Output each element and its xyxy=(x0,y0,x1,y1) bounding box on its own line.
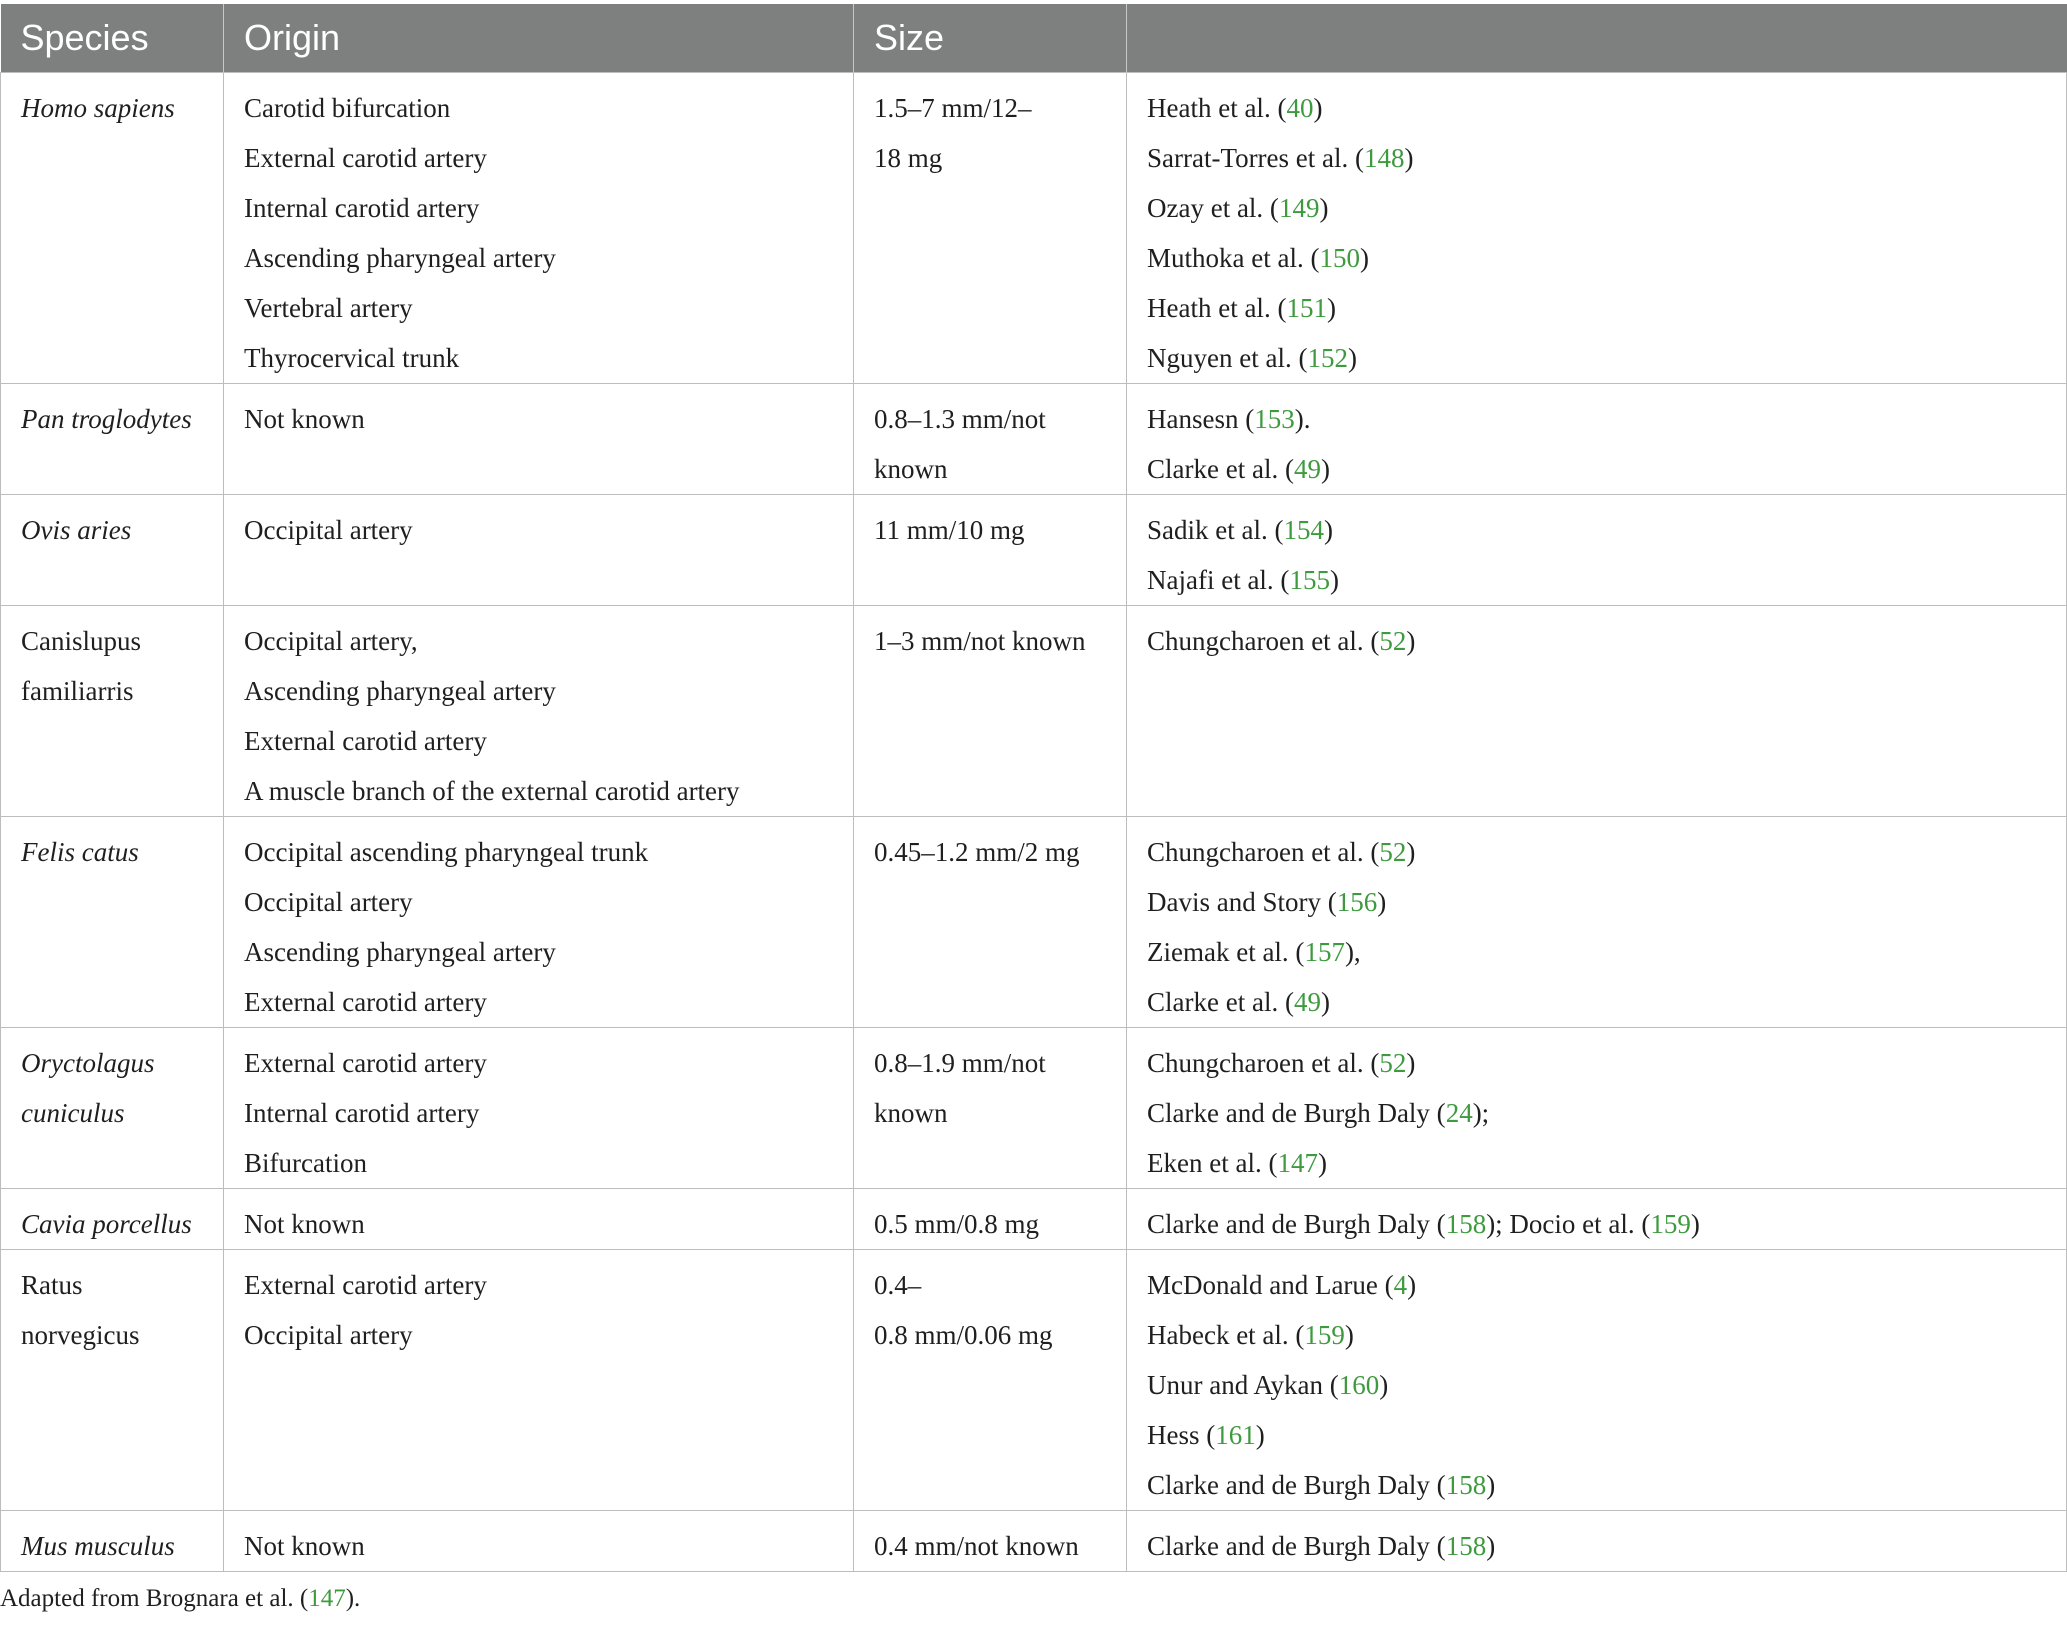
origin-line: Bifurcation xyxy=(244,1147,367,1178)
citation-text: ) xyxy=(1320,986,1330,1017)
citation-text: Sadik et al. ( xyxy=(1147,514,1284,545)
citation-text: ) xyxy=(1326,292,1336,323)
origin-line: Not known xyxy=(244,1208,365,1239)
citation-link[interactable]: 159 xyxy=(1650,1208,1691,1239)
origin-line: Not known xyxy=(244,403,365,434)
reference-line xyxy=(1147,1310,2046,1360)
rows.6.origin-cell xyxy=(224,1188,854,1249)
citation-link[interactable]: 149 xyxy=(1278,192,1320,223)
rows.4.species-cell xyxy=(1,816,224,1027)
rows.3.species-cell xyxy=(1,605,224,816)
citation-text: Heath et al. ( xyxy=(1147,292,1287,323)
citation-text: Nguyen et al. ( xyxy=(1147,342,1308,373)
size-line: 0.8–1.3 mm/not xyxy=(874,403,1046,434)
origin-line: Internal carotid artery xyxy=(244,192,480,223)
reference-line xyxy=(1147,505,2046,555)
references-cell xyxy=(1127,72,2067,383)
citation-text: ) xyxy=(1347,342,1357,373)
references-cell xyxy=(1127,816,2067,1027)
rows.0.species-cell xyxy=(1,72,224,383)
citation-text: ) xyxy=(1329,564,1339,595)
species-name: Felis catus xyxy=(21,836,139,867)
rows.0.size-cell xyxy=(854,72,1127,383)
citation-link[interactable]: 52 xyxy=(1379,1047,1407,1078)
rows.7.species-cell xyxy=(1,1249,224,1510)
citation-text: ) xyxy=(1319,192,1329,223)
citation-text: ), xyxy=(1344,936,1361,967)
citation-link[interactable]: 158 xyxy=(1445,1469,1487,1500)
citation-link[interactable]: 151 xyxy=(1286,292,1327,323)
header-row xyxy=(1,4,2067,72)
citation-link[interactable]: 158 xyxy=(1445,1530,1487,1561)
citation-link[interactable]: 147 xyxy=(1277,1147,1318,1178)
citation-text: Clarke and de Burgh Daly ( xyxy=(1147,1208,1446,1239)
origin-line: Not known xyxy=(244,1530,365,1561)
rows.4.size-cell xyxy=(854,816,1127,1027)
citation-text: ) xyxy=(1359,242,1369,273)
citation-text: ) xyxy=(1313,92,1323,123)
citation-link[interactable]: 156 xyxy=(1336,886,1378,917)
citation-text: ) xyxy=(1317,1147,1327,1178)
citation-text: Clarke et al. ( xyxy=(1147,453,1294,484)
species-table xyxy=(0,4,2067,1572)
citation-text: Najafi et al. ( xyxy=(1147,564,1290,595)
origin-line: Occipital ascending pharyngeal trunk xyxy=(244,836,649,867)
reference-line xyxy=(1147,283,2046,333)
rows.3.origin-cell xyxy=(224,605,854,816)
citation-text: ) xyxy=(1320,453,1330,484)
origin-line: Ascending pharyngeal artery xyxy=(244,242,556,273)
citation-link[interactable]: 52 xyxy=(1379,625,1407,656)
species-name: Cavia porcellus xyxy=(21,1208,192,1239)
citation-text: Sarrat-Torres et al. ( xyxy=(1147,142,1365,173)
table-row xyxy=(1,816,2067,1027)
references-cell xyxy=(1127,1249,2067,1510)
rows.8.origin-cell xyxy=(224,1510,854,1571)
rows.5.size-cell xyxy=(854,1027,1127,1188)
rows.7.size-cell xyxy=(854,1249,1127,1510)
citation-text: ) xyxy=(1406,1047,1416,1078)
origin-line: A muscle branch of the external carotid artery xyxy=(244,775,740,806)
citation-link[interactable]: 49 xyxy=(1293,986,1321,1017)
citation-text: Muthoka et al. ( xyxy=(1147,242,1320,273)
origin-line: External carotid artery xyxy=(244,725,487,756)
citation-text: ) xyxy=(1406,625,1416,656)
header-size: Size xyxy=(854,4,1127,72)
size-line: known xyxy=(874,1097,948,1128)
citation-text: ) xyxy=(1379,1369,1389,1400)
citation-link[interactable]: 161 xyxy=(1215,1419,1256,1450)
citation-text: Hess ( xyxy=(1147,1419,1216,1450)
size-line: known xyxy=(874,453,948,484)
rows.2.size-cell xyxy=(854,494,1127,605)
references-cell xyxy=(1127,383,2067,494)
table-footnote xyxy=(0,1585,360,1613)
reference-line xyxy=(1147,1138,2046,1188)
origin-line: Ascending pharyngeal artery xyxy=(244,936,556,967)
citation-text: ) xyxy=(1690,1208,1700,1239)
citation-text: ) xyxy=(1407,1269,1417,1300)
size-line: 0.8–1.9 mm/not xyxy=(874,1047,1046,1078)
citation-text: ) xyxy=(1486,1530,1496,1561)
rows.5.species-cell xyxy=(1,1027,224,1188)
reference-line xyxy=(1147,394,2046,444)
reference-line xyxy=(1147,183,2046,233)
species-name: Canislupus xyxy=(21,625,142,656)
references-cell xyxy=(1127,605,2067,816)
references-cell xyxy=(1127,494,2067,605)
rows.1.origin-cell xyxy=(224,383,854,494)
size-line: 11 mm/10 mg xyxy=(874,514,1025,545)
reference-line xyxy=(1147,1410,2046,1460)
citation-text: ). xyxy=(345,1585,361,1612)
rows.6.species-cell xyxy=(1,1188,224,1249)
reference-line xyxy=(1147,233,2046,283)
citation-text: Clarke and de Burgh Daly ( xyxy=(1147,1097,1446,1128)
table-row xyxy=(1,1188,2067,1249)
species-name: Mus musculus xyxy=(21,1530,175,1561)
reference-line xyxy=(1147,927,2046,977)
citation-link[interactable]: 147 xyxy=(308,1585,346,1612)
citation-link[interactable]: 148 xyxy=(1364,142,1405,173)
reference-line xyxy=(1147,1260,2046,1310)
origin-line: Carotid bifurcation xyxy=(244,92,451,123)
size-line: 0.8 mm/0.06 mg xyxy=(874,1319,1053,1350)
citation-link[interactable]: 24 xyxy=(1445,1097,1473,1128)
reference-line xyxy=(1147,1038,2046,1088)
citation-text: Hansesn ( xyxy=(1147,403,1255,434)
citation-text: Chungcharoen et al. ( xyxy=(1147,625,1380,656)
citation-link[interactable]: 160 xyxy=(1338,1369,1380,1400)
citation-text: ) xyxy=(1406,836,1416,867)
citation-text: Unur and Aykan ( xyxy=(1147,1369,1339,1400)
citation-link[interactable]: 159 xyxy=(1304,1319,1345,1350)
reference-line xyxy=(1147,1199,2046,1249)
table-row xyxy=(1,605,2067,816)
table-row xyxy=(1,383,2067,494)
reference-line xyxy=(1147,333,2046,383)
citation-text: Eken et al. ( xyxy=(1147,1147,1278,1178)
reference-line xyxy=(1147,83,2046,133)
citation-text: Davis and Story ( xyxy=(1147,886,1337,917)
table-header xyxy=(1,4,2067,72)
citation-link[interactable]: 154 xyxy=(1283,514,1324,545)
rows.8.size-cell xyxy=(854,1510,1127,1571)
citation-link[interactable]: 152 xyxy=(1307,342,1348,373)
species-name: cuniculus xyxy=(21,1097,125,1128)
species-name: familiarris xyxy=(21,675,134,706)
species-name: Pan troglodytes xyxy=(21,403,192,434)
reference-line xyxy=(1147,1460,2046,1510)
citation-text: Chungcharoen et al. ( xyxy=(1147,836,1380,867)
header-origin: Origin xyxy=(224,4,854,72)
citation-text: Habeck et al. ( xyxy=(1147,1319,1305,1350)
citation-text: ); xyxy=(1472,1097,1490,1128)
reference-line xyxy=(1147,444,2046,494)
size-line: 1–3 mm/not known xyxy=(874,625,1086,656)
reference-line xyxy=(1147,1360,2046,1410)
origin-line: External carotid artery xyxy=(244,142,487,173)
citation-text: ) xyxy=(1255,1419,1265,1450)
rows.0.origin-cell xyxy=(224,72,854,383)
species-name: Ratus xyxy=(21,1269,83,1300)
origin-line: External carotid artery xyxy=(244,1269,487,1300)
citation-text: ) xyxy=(1344,1319,1354,1350)
citation-link[interactable]: 52 xyxy=(1379,836,1407,867)
origin-line: Ascending pharyngeal artery xyxy=(244,675,556,706)
size-line: 18 mg xyxy=(874,142,943,173)
rows.2.species-cell xyxy=(1,494,224,605)
origin-line: Occipital artery xyxy=(244,514,413,545)
reference-line xyxy=(1147,827,2046,877)
citation-link[interactable]: 40 xyxy=(1286,92,1314,123)
reference-line xyxy=(1147,555,2046,605)
citation-text: ); Docio et al. ( xyxy=(1486,1208,1651,1239)
rows.4.origin-cell xyxy=(224,816,854,1027)
species-name: Oryctolagus xyxy=(21,1047,155,1078)
citation-link[interactable]: 153 xyxy=(1254,403,1295,434)
header-references xyxy=(1127,4,2067,72)
citation-link[interactable]: 158 xyxy=(1445,1208,1487,1239)
citation-text: ) xyxy=(1404,142,1414,173)
species-name: Ovis aries xyxy=(21,514,132,545)
reference-line xyxy=(1147,616,2046,666)
table-row xyxy=(1,1027,2067,1188)
citation-text: ) xyxy=(1377,886,1387,917)
citation-link[interactable]: 150 xyxy=(1319,242,1360,273)
citation-text: Ziemak et al. ( xyxy=(1147,936,1305,967)
citation-text: McDonald and Larue ( xyxy=(1147,1269,1394,1300)
rows.3.size-cell xyxy=(854,605,1127,816)
origin-line: Thyrocervical trunk xyxy=(244,342,460,373)
rows.1.size-cell xyxy=(854,383,1127,494)
reference-line xyxy=(1147,133,2046,183)
reference-line xyxy=(1147,877,2046,927)
origin-line: Internal carotid artery xyxy=(244,1097,480,1128)
rows.1.species-cell xyxy=(1,383,224,494)
rows.6.size-cell xyxy=(854,1188,1127,1249)
origin-line: Occipital artery xyxy=(244,1319,413,1350)
species-name: Homo sapiens xyxy=(21,92,175,123)
rows.5.origin-cell xyxy=(224,1027,854,1188)
reference-line xyxy=(1147,977,2046,1027)
size-line: 0.4– xyxy=(874,1269,922,1300)
citation-text: ). xyxy=(1294,403,1311,434)
species-name: norvegicus xyxy=(21,1319,140,1350)
citation-link[interactable]: 155 xyxy=(1289,564,1330,595)
citation-text: Clarke et al. ( xyxy=(1147,986,1294,1017)
size-line: 1.5–7 mm/12– xyxy=(874,92,1032,123)
references-cell xyxy=(1127,1510,2067,1571)
table-row xyxy=(1,1249,2067,1510)
size-line: 0.45–1.2 mm/2 mg xyxy=(874,836,1080,867)
citation-text: Clarke and de Burgh Daly ( xyxy=(1147,1530,1446,1561)
size-line: 0.5 mm/0.8 mg xyxy=(874,1208,1040,1239)
citation-text: Heath et al. ( xyxy=(1147,92,1287,123)
citation-link[interactable]: 4 xyxy=(1393,1269,1408,1300)
rows.8.species-cell xyxy=(1,1510,224,1571)
rows.2.origin-cell xyxy=(224,494,854,605)
footnote-text xyxy=(0,1585,360,1613)
citation-text: Chungcharoen et al. ( xyxy=(1147,1047,1380,1078)
reference-line xyxy=(1147,1088,2046,1138)
origin-line: Vertebral artery xyxy=(244,292,413,323)
table-body xyxy=(1,72,2067,1571)
rows.7.origin-cell xyxy=(224,1249,854,1510)
references-cell xyxy=(1127,1027,2067,1188)
origin-line: External carotid artery xyxy=(244,1047,487,1078)
origin-line: External carotid artery xyxy=(244,986,487,1017)
citation-text: Ozay et al. ( xyxy=(1147,192,1279,223)
citation-text: Clarke and de Burgh Daly ( xyxy=(1147,1469,1446,1500)
size-line: 0.4 mm/not known xyxy=(874,1530,1079,1561)
citation-text: ) xyxy=(1486,1469,1496,1500)
citation-link[interactable]: 49 xyxy=(1293,453,1321,484)
reference-line xyxy=(1147,1521,2046,1571)
citation-link[interactable]: 157 xyxy=(1304,936,1345,967)
citation-text: ) xyxy=(1323,514,1333,545)
table-row xyxy=(1,1510,2067,1571)
citation-text: Adapted from Brognara et al. ( xyxy=(0,1585,309,1612)
table-row xyxy=(1,494,2067,605)
table-row xyxy=(1,72,2067,383)
origin-line: Occipital artery xyxy=(244,886,413,917)
header-species: Species xyxy=(20,16,149,58)
origin-line: Occipital artery, xyxy=(244,625,418,656)
references-cell xyxy=(1127,1188,2067,1249)
